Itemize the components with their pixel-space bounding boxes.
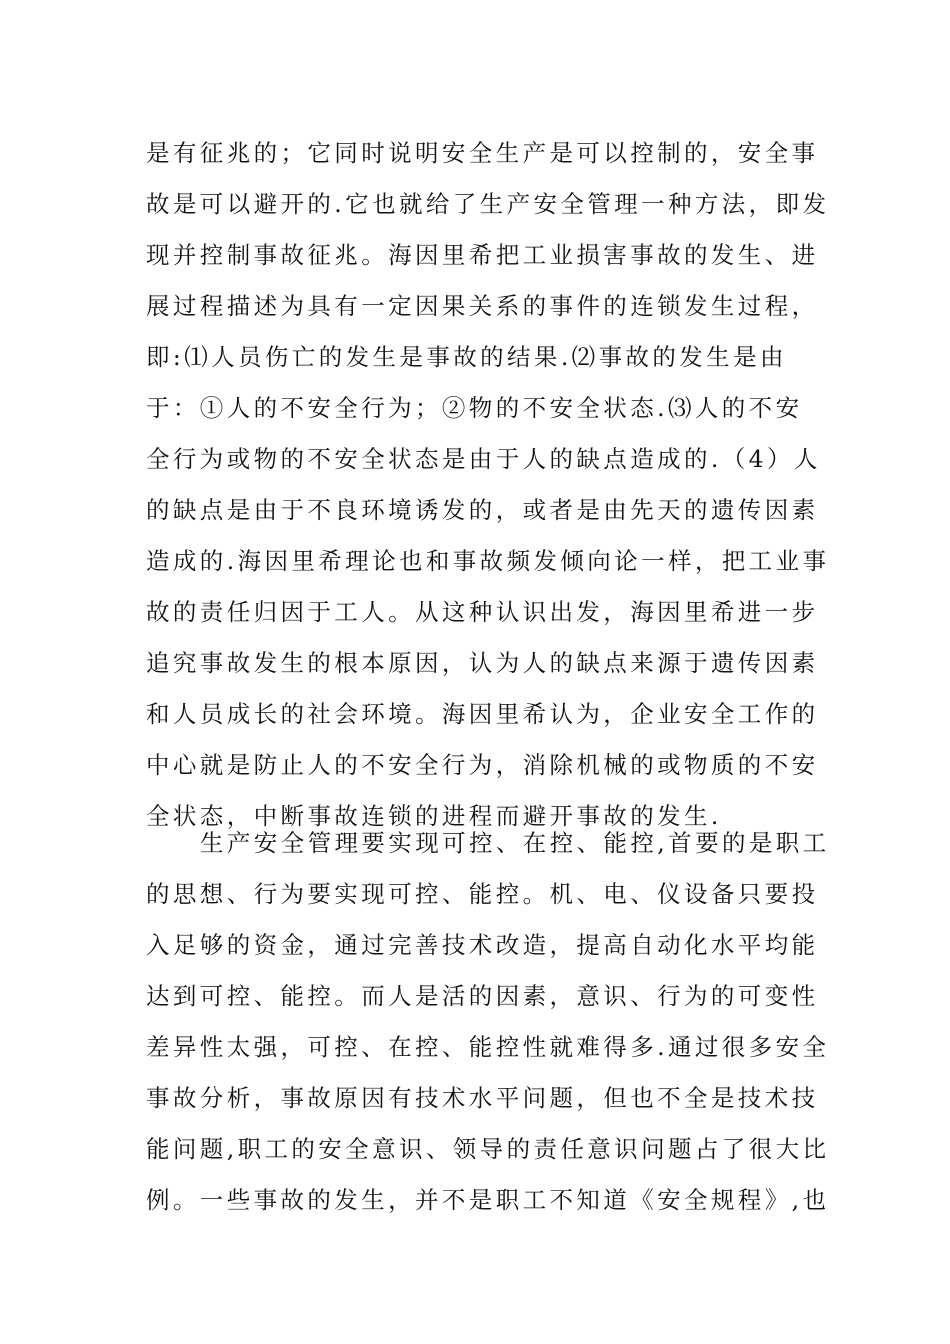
text-line: 现并控制事故征兆。海因里希把工业损害事故的发生、进: [146, 241, 819, 269]
text-line: 例。一些事故的发生，并不是职工不知道《安全规程》,也: [146, 1186, 830, 1214]
text-line: 即:⑴人员伤亡的发生是事故的结果.⑵事故的发生是由: [146, 343, 787, 371]
paragraph-1: [146, 128, 830, 842]
text-line-indented: 生产安全管理要实现可控、在控、能控,首要的是职工: [200, 829, 830, 857]
text-line: 展过程描述为具有一定因果关系的事件的连锁发生过程，: [146, 292, 819, 320]
text-line: 全状态，中断事故连锁的进程而避开事故的发生.: [146, 802, 722, 830]
text-line: 和人员成长的社会环境。海因里希认为，企业安全工作的: [146, 700, 819, 728]
text-line: 造成的.海因里希理论也和事故频发倾向论一样，把工业事: [146, 547, 830, 575]
text-line: 达到可控、能控。而人是活的因素，意识、行为的可变性: [146, 982, 819, 1010]
text-line: 追究事故发生的根本原因，认为人的缺点来源于遗传因素: [146, 649, 819, 677]
text-line: 事故分析，事故原因有技术水平问题，但也不全是技术技: [146, 1084, 819, 1112]
text-line: 的缺点是由于不良环境诱发的，或者是由先天的遗传因素: [146, 496, 819, 524]
text-line: 故是可以避开的.它也就给了生产安全管理一种方法，即发: [146, 190, 830, 218]
text-line: 能问题,职工的安全意识、领导的责任意识问题占了很大比: [146, 1135, 830, 1163]
text-line: 是有征兆的；它同时说明安全生产是可以控制的，安全事: [146, 139, 819, 167]
text-line: 入足够的资金，通过完善技术改造，提高自动化水平均能: [146, 931, 819, 959]
text-line: 中心就是防止人的不安全行为，消除机械的或物质的不安: [146, 751, 819, 779]
paragraph-2: [146, 818, 830, 1226]
text-line: 故的责任归因于工人。从这种认识出发，海因里希进一步: [146, 598, 819, 626]
text-line: 的思想、行为要实现可控、能控。机、电、仪设备只要投: [146, 880, 819, 908]
text-line: 全行为或物的不安全状态是由于人的缺点造成的.（4）人: [146, 445, 821, 473]
text-line: 于：①人的不安全行为；②物的不安全状态.⑶人的不安: [146, 394, 803, 422]
text-line: 差异性太强，可控、在控、能控性就难得多.通过很多安全: [146, 1033, 830, 1061]
